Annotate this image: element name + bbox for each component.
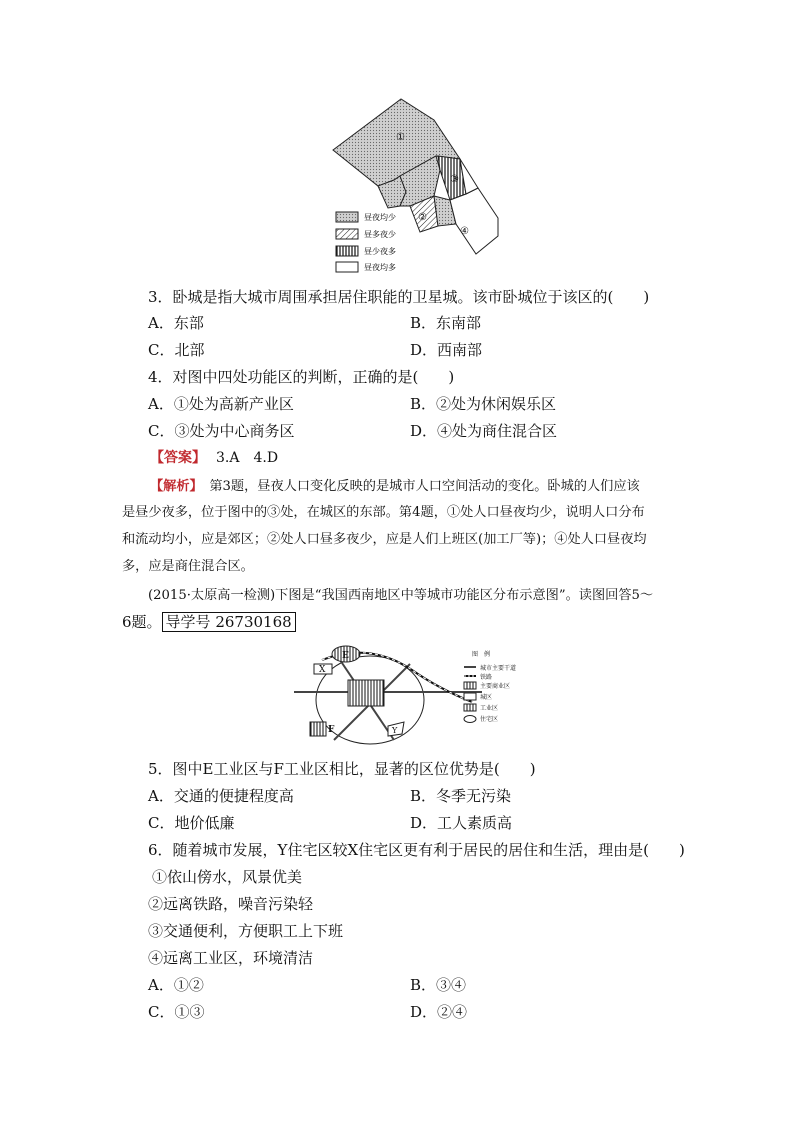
q4-option-a: A．①处为高新产业区 — [148, 395, 294, 413]
intro-line-1: (2015·太原高一检测)下图是“我国西南地区中等城市功能区分布示意图”。读图回答5～ — [148, 588, 654, 603]
q6-option-c: C．①③ — [148, 1003, 205, 1021]
q6-option-a: A．①② — [148, 976, 204, 994]
zone-3-label: ③ — [450, 174, 459, 185]
q5-option-b: B．冬季无污染 — [410, 787, 512, 805]
explanation-text-1: 第3题，昼夜人口变化反映的是城市人口空间活动的变化。卧城的人们应该 — [196, 479, 640, 494]
q6-option-d: D．②④ — [410, 1003, 468, 1021]
q6-statement-4: ④远离工业区，环境清洁 — [148, 949, 314, 967]
q3-option-d: D．西南部 — [410, 341, 483, 359]
legend-title: 图 例 — [472, 651, 491, 658]
explanation-line-1 — [150, 477, 640, 497]
residential-zone-x-label: X — [319, 665, 326, 675]
commercial-district — [348, 680, 384, 706]
explanation-line-4: 多，应是商住混合区。 — [122, 559, 254, 574]
q5-option-c: C．地价低廉 — [148, 814, 235, 832]
city-map-figure — [292, 640, 532, 748]
guide-code: 导学号 26730168 — [162, 612, 296, 632]
q4-option-c: C．③处为中心商务区 — [148, 422, 295, 440]
industrial-zone-e-label: E — [342, 651, 349, 661]
q6-statement-2: ②远离铁路，噪音污染轻 — [148, 895, 314, 913]
answer-label: 【答案】 — [150, 450, 206, 466]
legend-railway: 铁路 — [480, 674, 493, 681]
q3-option-a: A．东部 — [148, 314, 204, 332]
q4-option-b: B．②处为休闲娱乐区 — [410, 395, 557, 413]
legend-urban: 城区 — [480, 694, 493, 701]
zone-map-figure — [330, 96, 500, 276]
zone-2-label: ② — [418, 212, 427, 223]
q3-option-c: C．北部 — [148, 341, 205, 359]
legend-commercial: 主要商业区 — [480, 683, 511, 690]
zone-4-area — [450, 188, 498, 254]
answer-line — [150, 448, 278, 468]
answer-text: 3.A 4.D — [216, 450, 279, 466]
industrial-zone-f-label: F — [328, 725, 335, 735]
legend-residential: 住宅区 — [480, 716, 499, 723]
explanation-label: 【解析】 — [150, 479, 197, 494]
q3-option-b: B．东南部 — [410, 314, 482, 332]
legend-road: 城市主要干道 — [480, 665, 517, 672]
q4-option-d: D．④处为商住混合区 — [410, 422, 558, 440]
q3-stem: 3．卧城是指大城市周围承担居住职能的卫星城。该市卧城位于该区的( ) — [148, 288, 650, 306]
zone-1-label: ① — [396, 132, 405, 143]
q6-statement-3: ③交通便利，方便职工上下班 — [148, 922, 344, 940]
q6-option-b: B．③④ — [410, 976, 467, 994]
legend-item-1: 昼夜均少 — [364, 213, 396, 222]
q5-option-d: D．工人素质高 — [410, 814, 513, 832]
intro-line-2 — [122, 612, 296, 632]
legend-industrial: 工业区 — [480, 705, 499, 712]
explanation-line-2: 是昼少夜多，位于图中的③处，在城区的东部。第4题，①处人口昼夜均少，说明人口分布 — [122, 505, 645, 520]
q6-stem: 6．随着城市发展，Y住宅区较X住宅区更有利于居民的居住和生活，理由是( ) — [148, 841, 685, 859]
residential-zone-y-label: Y — [392, 726, 398, 735]
q5-stem: 5．图中E工业区与F工业区相比，显著的区位优势是( ) — [148, 760, 536, 778]
q6-statement-1: ①依山傍水，风景优美 — [152, 868, 303, 886]
zone-4-label: ④ — [460, 226, 469, 237]
legend-item-2: 昼多夜少 — [364, 230, 396, 239]
industrial-zone-f — [310, 722, 326, 736]
legend-item-4: 昼夜均多 — [364, 263, 396, 272]
legend-item-3: 昼少夜多 — [364, 247, 396, 256]
q4-stem: 4．对图中四处功能区的判断，正确的是( ) — [148, 368, 455, 386]
intro-text-2: 6题。 — [122, 613, 162, 631]
q5-option-a: A．交通的便捷程度高 — [148, 787, 294, 805]
explanation-line-3: 和流动均小，应是郊区；②处人口昼多夜少，应是人们上班区(加工厂等)；④处人口昼夜均 — [122, 532, 647, 547]
